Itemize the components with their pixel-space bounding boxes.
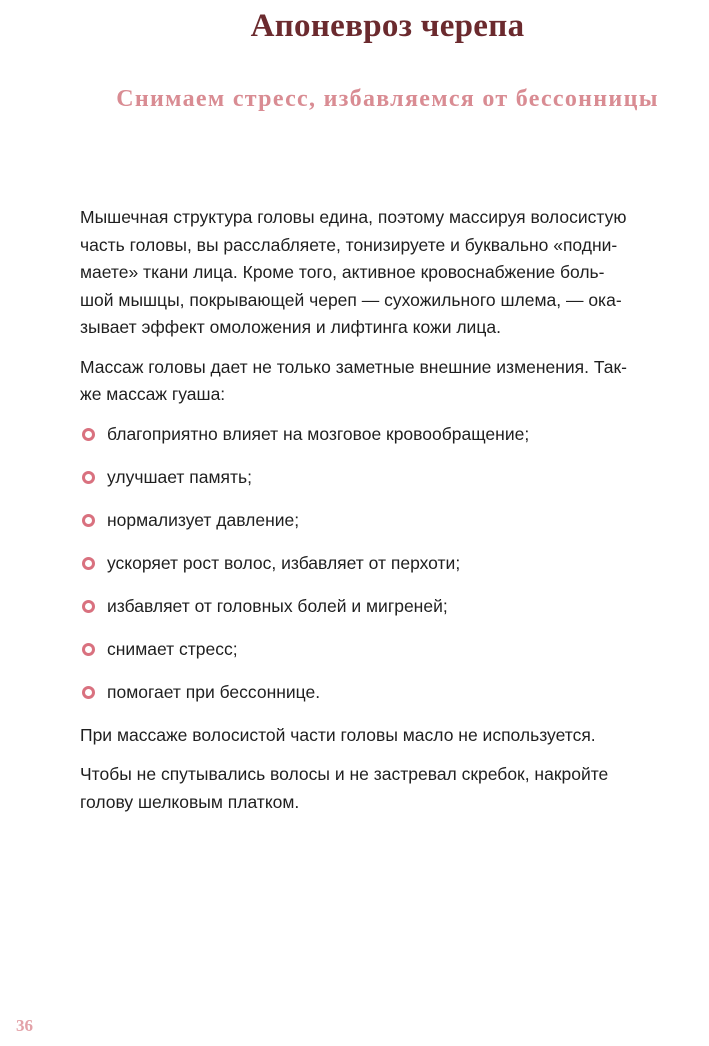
intro-line: часть головы, вы расслабляете, тонизируете и буквально «подни- — [80, 234, 618, 255]
bullet-ring-icon — [82, 686, 95, 699]
bullet-ring-icon — [82, 471, 95, 484]
lead-line: же массаж гуаша: — [80, 384, 226, 404]
list-item — [80, 593, 696, 621]
list-item — [80, 507, 696, 535]
intro-line: маете» ткани лица. Кроме того, активное кровоснабжение боль- — [80, 262, 605, 282]
list-item-text: нормализует давление; — [107, 509, 300, 530]
page-number: 36 — [16, 1016, 33, 1035]
lead-paragraph — [80, 354, 696, 409]
list-item-text: ускоряет рост волос, избавляет от перхоти; — [107, 552, 461, 573]
article-body — [80, 204, 696, 828]
page-subtitle: Снимаем стресс, избавляемся от бессонницы — [116, 86, 659, 112]
bullet-ring-icon — [82, 643, 95, 656]
intro-line: зывает эффект омоложения и лифтинга кожи лица. — [80, 317, 501, 337]
list-item-text: избавляет от головных болей и мигреней; — [107, 595, 448, 616]
tip-line: голову шелковым платком. — [80, 791, 300, 812]
list-item — [80, 464, 696, 492]
list-item — [80, 636, 696, 664]
page-title: Апоневроз черепа — [250, 8, 525, 44]
bullet-ring-icon — [82, 428, 95, 441]
list-item — [80, 421, 696, 449]
intro-paragraph — [80, 204, 696, 342]
tip-line: Чтобы не спутывались волосы и не застревал скребок, накройте — [80, 764, 609, 784]
list-item — [80, 550, 696, 578]
list-item-text: помогает при бессоннице. — [107, 681, 321, 702]
bullet-ring-icon — [82, 600, 95, 613]
bullet-ring-icon — [82, 557, 95, 570]
list-item-text: благоприятно влияет на мозговое кровообращение; — [107, 423, 530, 444]
lead-line: Массаж головы дает не только заметные внешние изменения. Так- — [80, 356, 627, 377]
list-item-text: снимает стресс; — [107, 638, 238, 659]
tip-paragraph — [80, 761, 696, 816]
list-item — [80, 679, 696, 707]
intro-line: Мышечная структура головы едина, поэтому массируя волосистую — [80, 207, 627, 227]
benefits-list — [80, 421, 696, 707]
intro-line: шой мышцы, покрывающей череп — сухожильного шлема, — ока- — [80, 289, 622, 310]
note-paragraph: При массаже волосистой части головы масло не используется. — [80, 724, 596, 745]
list-item-text: улучшает память; — [107, 466, 252, 487]
bullet-ring-icon — [82, 514, 95, 527]
